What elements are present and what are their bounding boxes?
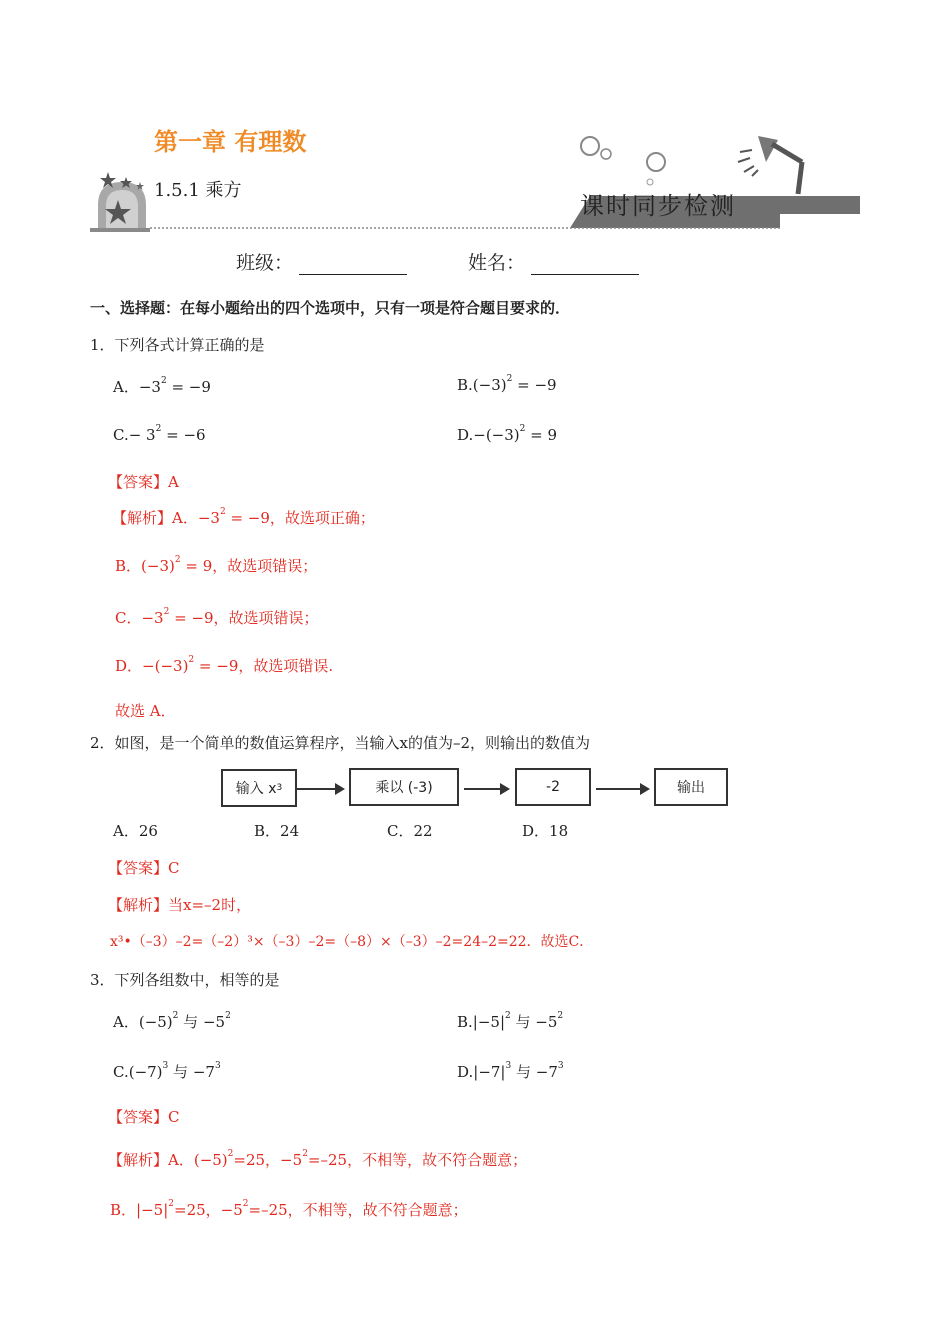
q1-analysis-c: C．$-3^2 = -9$，故选项错误； xyxy=(115,607,319,627)
q2-option-d[interactable]: D．18 xyxy=(522,822,569,840)
q3-stem: 3．下列各组数中，相等的是 xyxy=(90,971,280,989)
q2-option-a[interactable]: A．26 xyxy=(113,822,158,840)
name-field xyxy=(468,248,639,275)
name-label: 姓名： xyxy=(468,252,526,274)
q1-option-a[interactable]: A．$-3^2 = -9$ xyxy=(113,376,211,396)
class-blank[interactable] xyxy=(299,256,407,275)
q3-option-a[interactable]: A．$(-5)^2$ 与 $-5^2$ xyxy=(113,1011,231,1031)
q3-option-d[interactable]: $D.|-7|^3$ 与 $-7^3$ xyxy=(457,1061,564,1081)
q2-option-b[interactable]: B．24 xyxy=(254,822,300,840)
flow-arrow-3 xyxy=(596,788,648,790)
q2-analysis-2: x³•（–3）–2=（–2）³×（–3）–2=（–8）×（–3）–2=24–2=22．故选C． xyxy=(110,934,594,950)
section-title: 1.5.1 乘方 xyxy=(154,180,242,201)
q1-option-c[interactable]: $C.- 3^2 = -6$ xyxy=(113,424,206,444)
q1-answer: 【答案】A xyxy=(108,473,179,491)
q3-analysis-b: B．$|-5|^2=25$，$-5^2=-25$，不相等，故不符合题意； xyxy=(110,1199,468,1219)
q1-option-b[interactable]: $B.(-3)^2 = -9$ xyxy=(457,374,557,394)
q2-stem: 2．如图，是一个简单的数值运算程序，当输入x的值为–2，则输出的数值为 xyxy=(90,734,591,752)
flow-box-multiply: 乘以 (-3) xyxy=(349,768,459,806)
flow-box-value: -2 xyxy=(515,768,591,806)
q2-answer: 【答案】C xyxy=(108,859,180,877)
class-field xyxy=(236,248,407,275)
flow-box-input: 输入 x 3 xyxy=(221,769,297,807)
q3-option-b[interactable]: $B.|-5|^2$ 与 $-5^2$ xyxy=(457,1011,564,1031)
q1-option-d[interactable]: $D.-(-3)^2 = 9$ xyxy=(457,424,558,444)
q3-answer: 【答案】C xyxy=(108,1108,180,1126)
q3-analysis-a: 【解析】A．$(-5)^2=25$，$-5^2=-25$，不相等，故不符合题意； xyxy=(108,1149,528,1169)
q3-option-c[interactable]: $C.(-7)^3$ 与 $-7^3$ xyxy=(113,1061,221,1081)
q2-option-c[interactable]: C．22 xyxy=(387,822,433,840)
q2-analysis-1: 【解析】当x=–2时， xyxy=(108,896,252,914)
chapter-title: 第一章 有理数 xyxy=(154,128,307,156)
flow-arrow-2 xyxy=(464,788,508,790)
name-blank[interactable] xyxy=(531,256,639,275)
q1-analysis-b: B．$(-3)^2 = 9$，故选项错误； xyxy=(115,555,318,575)
flow-arrow-1 xyxy=(297,788,343,790)
section-heading: 一、选择题：在每小题给出的四个选项中，只有一项是符合题目要求的． xyxy=(90,299,571,317)
class-label: 班级： xyxy=(236,252,294,274)
q1-analysis-d: D．$-(-3)^2 = -9$，故选项错误. xyxy=(115,655,334,675)
banner-title: 课时同步检测 xyxy=(580,192,736,220)
q1-conclusion: 故选 A． xyxy=(115,702,176,720)
flow-box-output: 输出 xyxy=(654,768,728,806)
q1-stem: 1．下列各式计算正确的是 xyxy=(90,336,265,354)
q1-analysis-a: 【解析】A．$-3^2 = -9$，故选项正确； xyxy=(112,507,375,527)
